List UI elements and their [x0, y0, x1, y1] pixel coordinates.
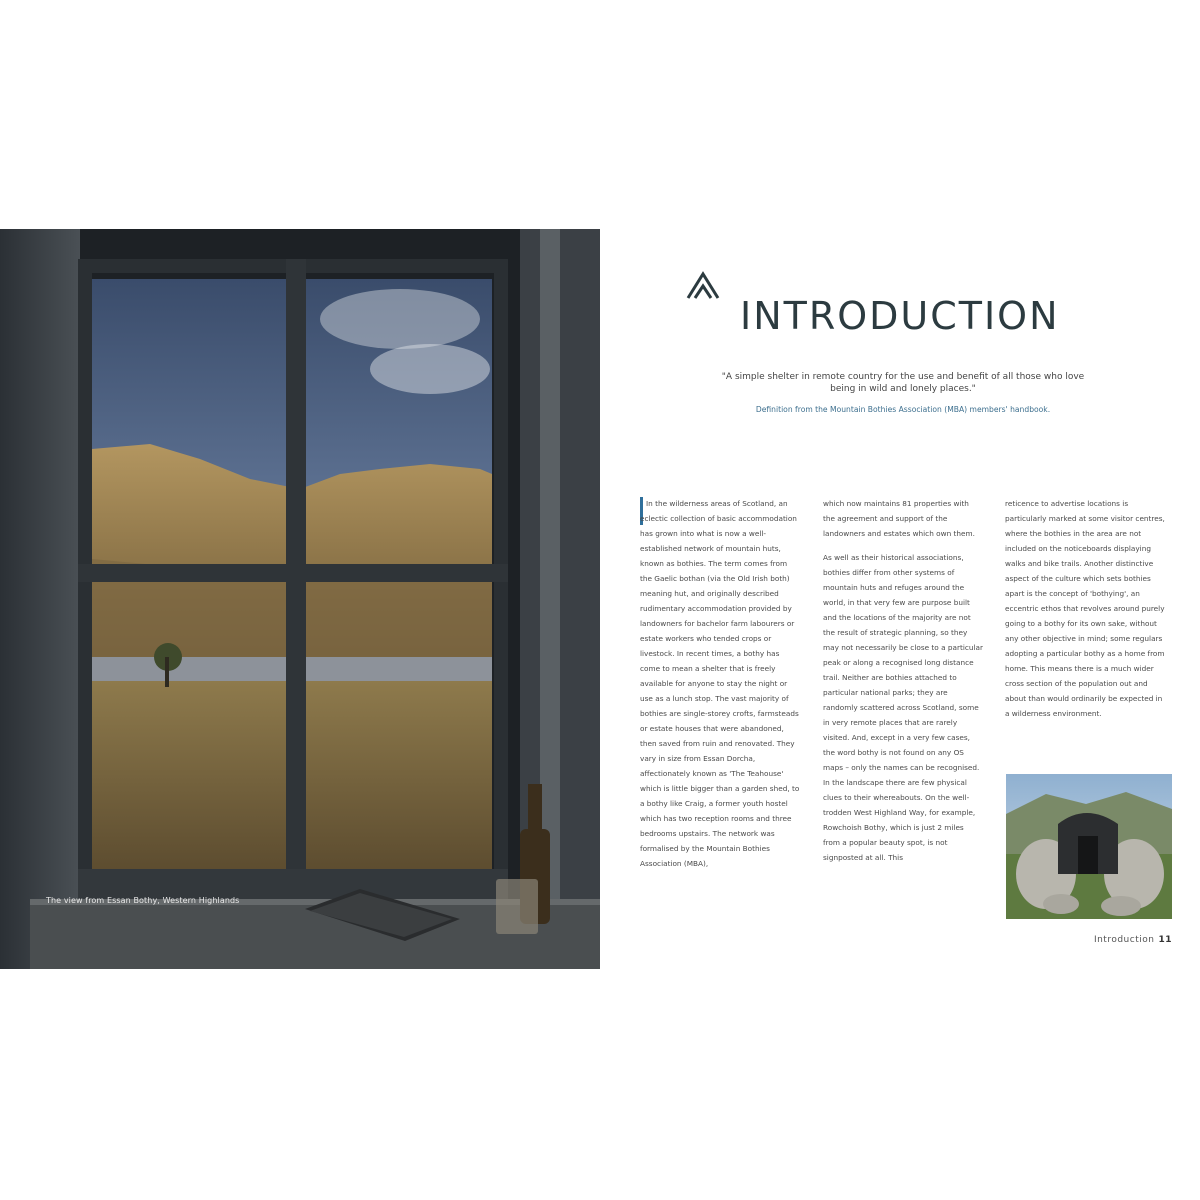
bothy-inset-illustration — [1006, 774, 1172, 919]
body-paragraph: which now maintains 81 properties with the agreement and support of the landowners and estates which own them. — [823, 499, 975, 538]
epigraph-source: Definition from the Mountain Bothies Association (MBA) members' handbook. — [755, 405, 1051, 414]
body-column-1 — [640, 496, 800, 880]
page-title: INTRODUCTION — [740, 294, 1060, 338]
body-paragraph: reticence to advertise locations is particularly marked at some visitor centres, where the bothies in the area are not included on the noticeboards displaying walks and bike trails. Another distinctive aspect of the culture which sets bothies apart is the concept of 'bothying', an eccentric ethos that revolves around purely going to a bothy for its own sake, without any other objective in mind; some regulars adopting a particular bothy as a home from home. This means there is a much wider cross section of the population out and about than would ordinarily be expected in a wilderness environment. — [1005, 499, 1165, 718]
page-number: 11 — [1158, 935, 1172, 945]
body-paragraph: In the wilderness areas of Scotland, an eclectic collection of basic accommodation has grown into what is now a well-established network of mountain huts, known as bothies. The term comes from the Gaelic bothan (via the Old Irish both) meaning hut, and originally described rudimentary accommodation provided by landowners for bachelor farm labourers or estate workers who tended crops or livestock. In recent times, a bothy has come to mean a shelter that is freely available for anyone to stay the night or use as a lunch stop. The vast majority of bothies are single-storey crofts, farmsteads or estate houses that were abandoned, then saved from ruin and renovated. They vary in size from Essan Dorcha, affectionately known as 'The Teahouse' which is little bigger than a garden shed, to a bothy like Craig, a former youth hostel which has two reception rooms and three bedrooms upstairs. The network was formalised by the Mountain Bothies Association (MBA), — [640, 499, 800, 868]
mountain-logo-icon — [686, 270, 720, 300]
bothy-inset-photo — [1006, 774, 1172, 919]
window-photo-illustration — [0, 229, 600, 969]
body-paragraph: As well as their historical associations, bothies differ from other systems of mountain huts and refuges around the world, in that very few are purpose built and the locations of the majority are not the result of strategic planning, so they may not necessarily be close to a particular peak or along a recognised long distance trail. Neither are bothies attached to particular national parks; they are randomly scattered across Scotland, some in very remote places that are rarely visited. And, except in a very few cases, the word bothy is not found on any OS maps – only the names can be recognised. In the landscape there are few physical clues to their whereabouts. On the well-trodden West Highland Way, for example, Rowchoish Bothy, which is just 2 miles from a popular beauty spot, is not signposted at all. This — [823, 553, 983, 862]
page-footer — [1040, 935, 1172, 945]
body-column-2 — [823, 496, 983, 874]
body-column-3 — [1005, 496, 1165, 730]
photo-caption: The view from Essan Bothy, Western Highlands — [46, 896, 240, 905]
window-photo — [0, 229, 600, 969]
epigraph-quote: "A simple shelter in remote country for the use and benefit of all those who love being in wild and lonely places." — [721, 372, 1085, 394]
footer-section: Introduction — [1093, 935, 1155, 945]
